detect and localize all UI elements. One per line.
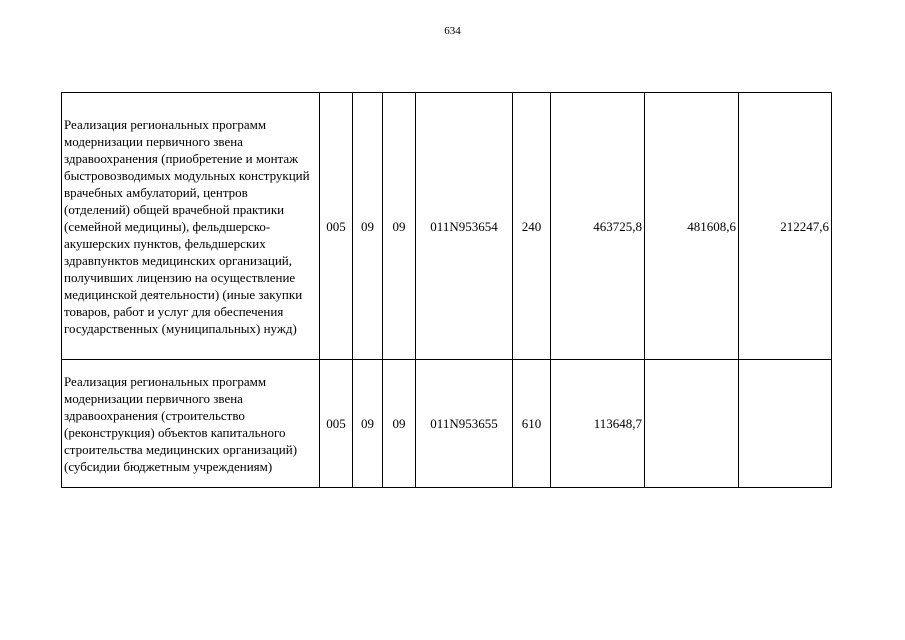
expense-type-code: 610 (513, 360, 551, 488)
section-code: 09 (353, 93, 383, 360)
section-code: 09 (353, 360, 383, 488)
amount-year-2: 481608,6 (645, 93, 739, 360)
subsection-code: 09 (383, 93, 416, 360)
amount-year-3 (739, 360, 832, 488)
target-article-code: 011N953655 (416, 360, 513, 488)
row-description: Реализация региональных программ модернизации первичного звена здравоохранения (приобретение и монтаж быстровозводимых модульных конструкций врачебных амбулаторий, центров (отделений) общей врачебной практики (семейной медицины), фельдшерско-акушерских пунктов, фельдшерских здравпунктов медицинских организаций, получивших лицензию на осуществление медицинской деятельности) (иные закупки товаров, работ и услуг для обеспечения государственных (муниципальных) нужд) (62, 93, 320, 360)
table-row (62, 360, 832, 488)
page-number: 634 (444, 25, 461, 37)
subsection-code: 09 (383, 360, 416, 488)
amount-year-2 (645, 360, 739, 488)
expense-type-code: 240 (513, 93, 551, 360)
ministry-code: 005 (320, 360, 353, 488)
budget-table (61, 92, 832, 488)
table-row (62, 93, 832, 360)
target-article-code: 011N953654 (416, 93, 513, 360)
amount-year-1: 463725,8 (551, 93, 645, 360)
amount-year-3: 212247,6 (739, 93, 832, 360)
amount-year-1: 113648,7 (551, 360, 645, 488)
row-description: Реализация региональных программ модернизации первичного звена здравоохранения (строительство (реконструкция) объектов капитального строительства медицинских организаций) (субсидии бюджетным учреждениям) (62, 360, 320, 488)
ministry-code: 005 (320, 93, 353, 360)
